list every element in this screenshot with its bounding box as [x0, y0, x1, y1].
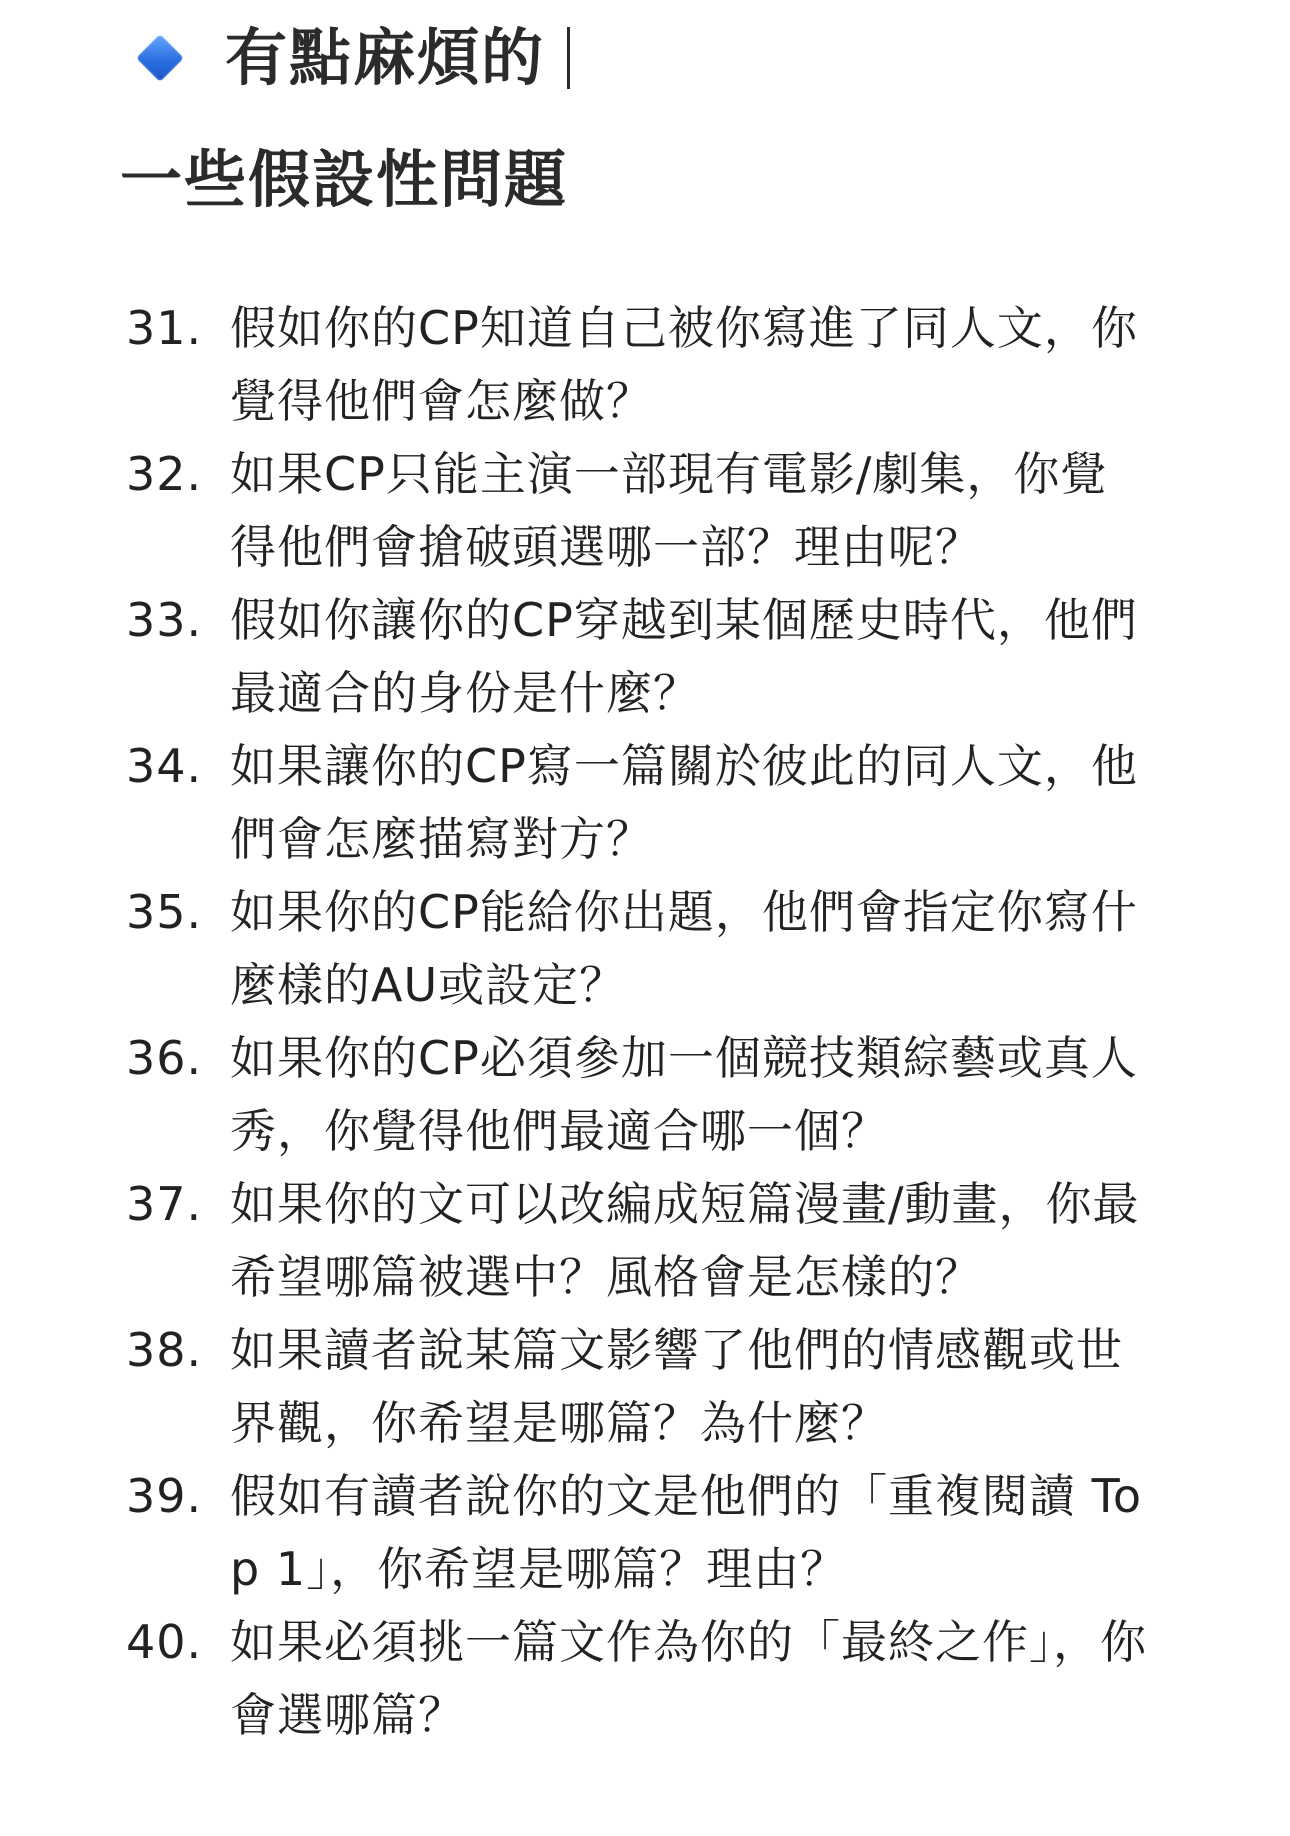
- question-number: 33.: [126, 593, 203, 647]
- list-item: [126, 1168, 1186, 1314]
- heading-line-1: [120, 18, 1220, 98]
- question-number: 34.: [126, 739, 203, 793]
- list-item: [126, 876, 1186, 1022]
- question-text: 如果必須挑一篇文作為你的「最終之作」，你會選哪篇？: [230, 1615, 1147, 1742]
- heading-title: 有點麻煩的: [225, 21, 546, 94]
- list-item: [126, 1022, 1186, 1168]
- section-heading: [120, 18, 1220, 220]
- question-number: 36.: [126, 1031, 203, 1085]
- question-number: 40.: [126, 1615, 203, 1669]
- text-cursor: [567, 27, 570, 89]
- question-text: 假如有讀者說你的文是他們的「重複閱讀 Top 1」，你希望是哪篇？理由？: [230, 1469, 1143, 1596]
- blue-diamond-icon: [136, 34, 184, 82]
- question-number: 38.: [126, 1323, 203, 1377]
- heading-subtitle: 一些假設性問題: [120, 143, 569, 216]
- list-item: [126, 438, 1186, 584]
- question-text: 如果你的CP能給你出題，他們會指定你寫什麼樣的AU或設定？: [230, 885, 1138, 1012]
- question-number: 32.: [126, 447, 203, 501]
- list-item: [126, 584, 1186, 730]
- question-text: 假如你的CP知道自己被你寫進了同人文，你覺得他們會怎麼做？: [230, 301, 1138, 428]
- question-text: 如果讀者說某篇文影響了他們的情感觀或世界觀，你希望是哪篇？為什麼？: [230, 1323, 1123, 1450]
- list-item: [126, 1460, 1186, 1606]
- question-number: 37.: [126, 1177, 203, 1231]
- list-item: [126, 1314, 1186, 1460]
- list-item: [126, 1606, 1186, 1752]
- list-item: [126, 730, 1186, 876]
- question-text: 假如你讓你的CP穿越到某個歷史時代，他們最適合的身份是什麼？: [230, 593, 1138, 720]
- question-text: 如果你的文可以改編成短篇漫畫/動畫，你最希望哪篇被選中？風格會是怎樣的？: [230, 1177, 1140, 1304]
- question-text: 如果你的CP必須參加一個競技類綜藝或真人秀，你覺得他們最適合哪一個？: [230, 1031, 1138, 1158]
- question-text: 如果讓你的CP寫一篇關於彼此的同人文，他們會怎麼描寫對方？: [230, 739, 1138, 866]
- question-list: [126, 292, 1186, 1752]
- question-number: 39.: [126, 1469, 203, 1523]
- list-item: [126, 292, 1186, 438]
- question-number: 31.: [126, 301, 203, 355]
- question-number: 35.: [126, 885, 203, 939]
- question-text: 如果CP只能主演一部現有電影/劇集，你覺得他們會搶破頭選哪一部？理由呢？: [230, 447, 1108, 574]
